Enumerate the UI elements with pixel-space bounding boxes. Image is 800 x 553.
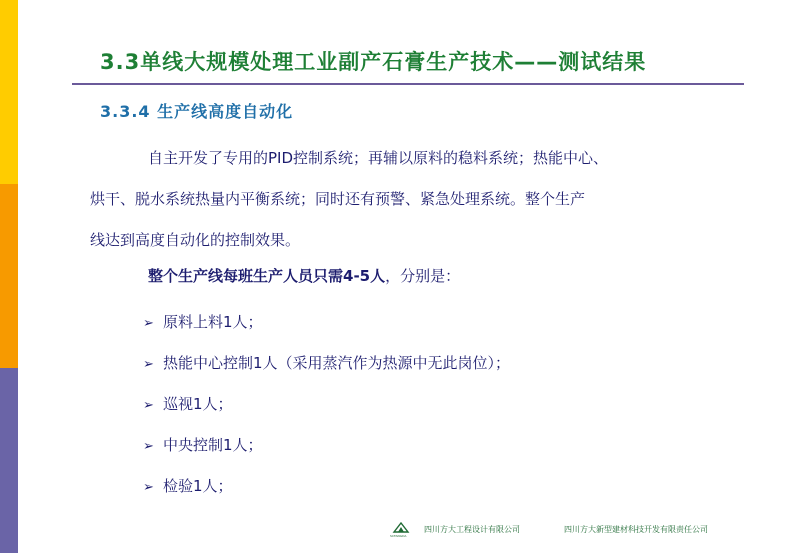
sidebar-yellow-segment: [0, 0, 18, 184]
footer: [392, 522, 772, 538]
arrow-right-icon: ➢: [143, 357, 154, 372]
title-divider: [72, 83, 744, 85]
list-item: [143, 425, 510, 466]
list-item: [143, 343, 510, 384]
list-item-text: 巡视1人；: [163, 395, 233, 413]
list-item: [143, 384, 510, 425]
sidebar-purple-segment: [0, 368, 18, 553]
list-item-text: 中央控制1人；: [163, 436, 263, 454]
staffing-statement: [148, 265, 460, 286]
list-item: [143, 466, 510, 507]
paragraph-line: 烘干、脱水系统热量内平衡系统；同时还有预警、紧急处理系统。整个生产: [90, 190, 586, 208]
staffing-suffix-text: ，分别是：: [385, 267, 461, 285]
list-item-text: 原料上料1人；: [163, 313, 263, 331]
company-logo-icon: [392, 522, 410, 538]
sidebar-orange-segment: [0, 184, 18, 368]
list-item: [143, 302, 510, 343]
arrow-right-icon: ➢: [143, 398, 154, 413]
paragraph-line: 线达到高度自动化的控制效果。: [90, 231, 301, 249]
slide-title: 3.3单线大规模处理工业副产石膏生产技术——测试结果: [100, 50, 647, 74]
staffing-bold-text: 整个生产线每班生产人员只需4-5人: [148, 267, 386, 285]
body-paragraph: [90, 138, 730, 261]
arrow-right-icon: ➢: [143, 480, 154, 495]
paragraph-line: 自主开发了专用的PID控制系统；再辅以原料的稳料系统；热能中心、: [148, 149, 609, 167]
list-item-text: 检验1人；: [163, 477, 233, 495]
arrow-right-icon: ➢: [143, 439, 154, 454]
list-item-text: 热能中心控制1人（采用蒸汽作为热源中无此岗位）；: [163, 354, 511, 372]
footer-company-1: 四川方大工程设计有限公司: [424, 525, 520, 534]
logo-text: SCFANGDA: [390, 534, 407, 538]
sidebar-color-bar: [0, 0, 18, 553]
arrow-right-icon: ➢: [143, 316, 154, 331]
footer-company-2: 四川方大新型建材科技开发有限责任公司: [564, 525, 708, 534]
section-heading: 3.3.4 生产线高度自动化: [100, 102, 294, 121]
staff-role-list: [143, 302, 510, 507]
